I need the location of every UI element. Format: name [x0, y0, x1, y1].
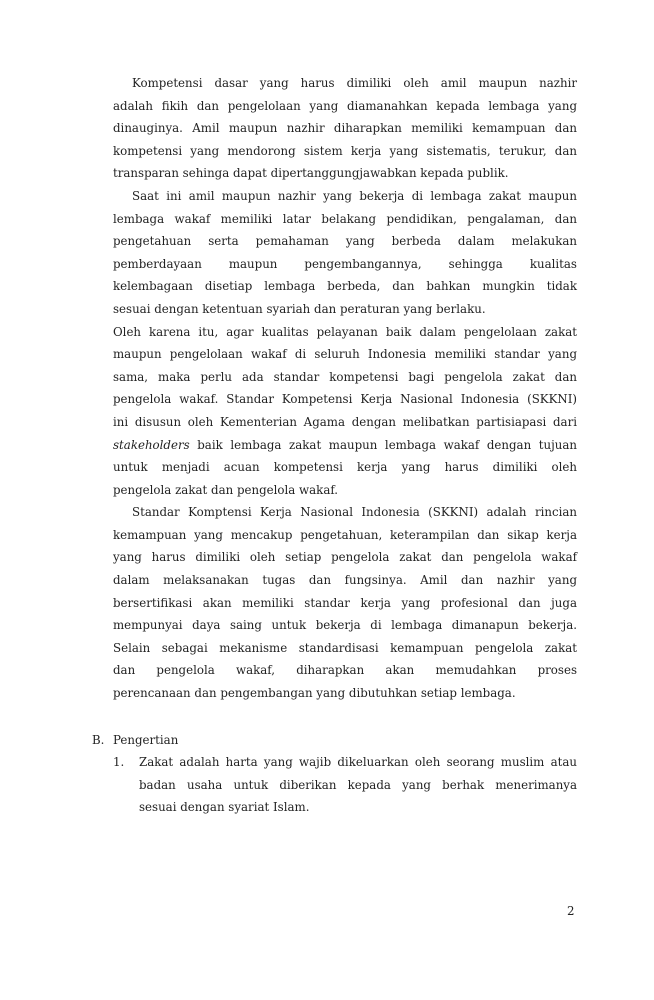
paragraph [113, 321, 577, 502]
text-line: pengelola wakaf. Standar Kompetensi Kerja Nasional Indonesia (SKKNI) [113, 392, 577, 407]
section-heading-b [92, 729, 178, 752]
text-line: kemampuan yang mencakup pengetahuan, keterampilan dan sikap kerja [113, 527, 577, 542]
text-line: lembaga wakaf memiliki latar belakang pendidikan, pengalaman, dan [113, 211, 577, 226]
text-line: Oleh karena itu, agar kualitas pelayanan baik dalam pengelolaan zakat [113, 324, 577, 339]
section-title: Pengertian [113, 733, 179, 747]
text-line: sama, maka perlu ada standar kompetensi bagi pengelola zakat dan [113, 369, 577, 384]
text-line: ini disusun oleh Kementerian Agama dengan melibatkan partisiapasi dari [113, 414, 577, 429]
text-line: dan pengelola wakaf, diharapkan akan memudahkan proses [113, 663, 577, 678]
text-line: dinauginya. Amil maupun nazhir diharapkan memiliki kemampuan dan [113, 121, 577, 136]
body-text [113, 72, 577, 705]
page-number: 2 [567, 904, 575, 918]
text-line: adalah fikih dan pengelolaan yang diamanahkan kepada lembaga yang [113, 98, 577, 113]
paragraph [113, 501, 577, 704]
text-line: kompetensi yang mendorong sistem kerja yang sistematis, terukur, dan [113, 143, 577, 158]
section-label: B. [92, 733, 105, 747]
text-line: Selain sebagai mekanisme standardisasi kemampuan pengelola zakat [113, 640, 577, 655]
list-item-text [139, 751, 577, 819]
text-line: untuk menjadi acuan kompetensi kerja yang harus dimiliki oleh [113, 460, 577, 475]
text-line: bersertifikasi akan memiliki standar kerja yang profesional dan juga [113, 595, 577, 610]
text-line: badan usaha untuk diberikan kepada yang berhak menerimanya [139, 777, 577, 792]
italic-term: stakeholders [113, 437, 190, 452]
text-line: kelembagaan disetiap lembaga berbeda, dan bahkan mungkin tidak [113, 279, 577, 294]
text-line: dalam melaksanakan tugas dan fungsinya. Amil dan nazhir yang [113, 573, 577, 588]
text-line: transparan sehinga dapat dipertanggungjawabkan kepada publik. [113, 166, 509, 181]
text-line [113, 434, 577, 457]
paragraph [113, 72, 577, 185]
text-line: Zakat adalah harta yang wajib dikeluarkan oleh seorang muslim atau [139, 755, 577, 769]
text-line: pemberdayaan maupun pengembangannya, sehingga kualitas [113, 256, 577, 271]
text-line: Standar Komptensi Kerja Nasional Indonesia (SKKNI) adalah rincian [132, 505, 577, 520]
text-line: Kompetensi dasar yang harus dimiliki oleh amil maupun nazhir [132, 76, 577, 90]
list-item [113, 751, 577, 819]
text-line: mempunyai daya saing untuk bekerja di lembaga dimanapun bekerja. [113, 618, 577, 633]
text-line: sesuai dengan syariat Islam. [139, 800, 310, 815]
text-segment: baik lembaga zakat maupun lembaga wakaf dengan tujuan [189, 437, 577, 452]
text-line: yang harus dimiliki oleh setiap pengelola zakat dan pengelola wakaf [113, 550, 577, 565]
text-line: Saat ini amil maupun nazhir yang bekerja di lembaga zakat maupun [132, 188, 577, 203]
text-line: pengetahuan serta pemahaman yang berbeda dalam melakukan [113, 234, 577, 249]
list-item-number: 1. [113, 755, 125, 769]
text-line: maupun pengelolaan wakaf di seluruh Indonesia memiliki standar yang [113, 347, 577, 362]
text-line: sesuai dengan ketentuan syariah dan peraturan yang berlaku. [113, 301, 486, 316]
paragraph [113, 185, 577, 321]
text-line: pengelola zakat dan pengelola wakaf. [113, 482, 339, 497]
text-line: perencanaan dan pengembangan yang dibutuhkan setiap lembaga. [113, 686, 516, 701]
